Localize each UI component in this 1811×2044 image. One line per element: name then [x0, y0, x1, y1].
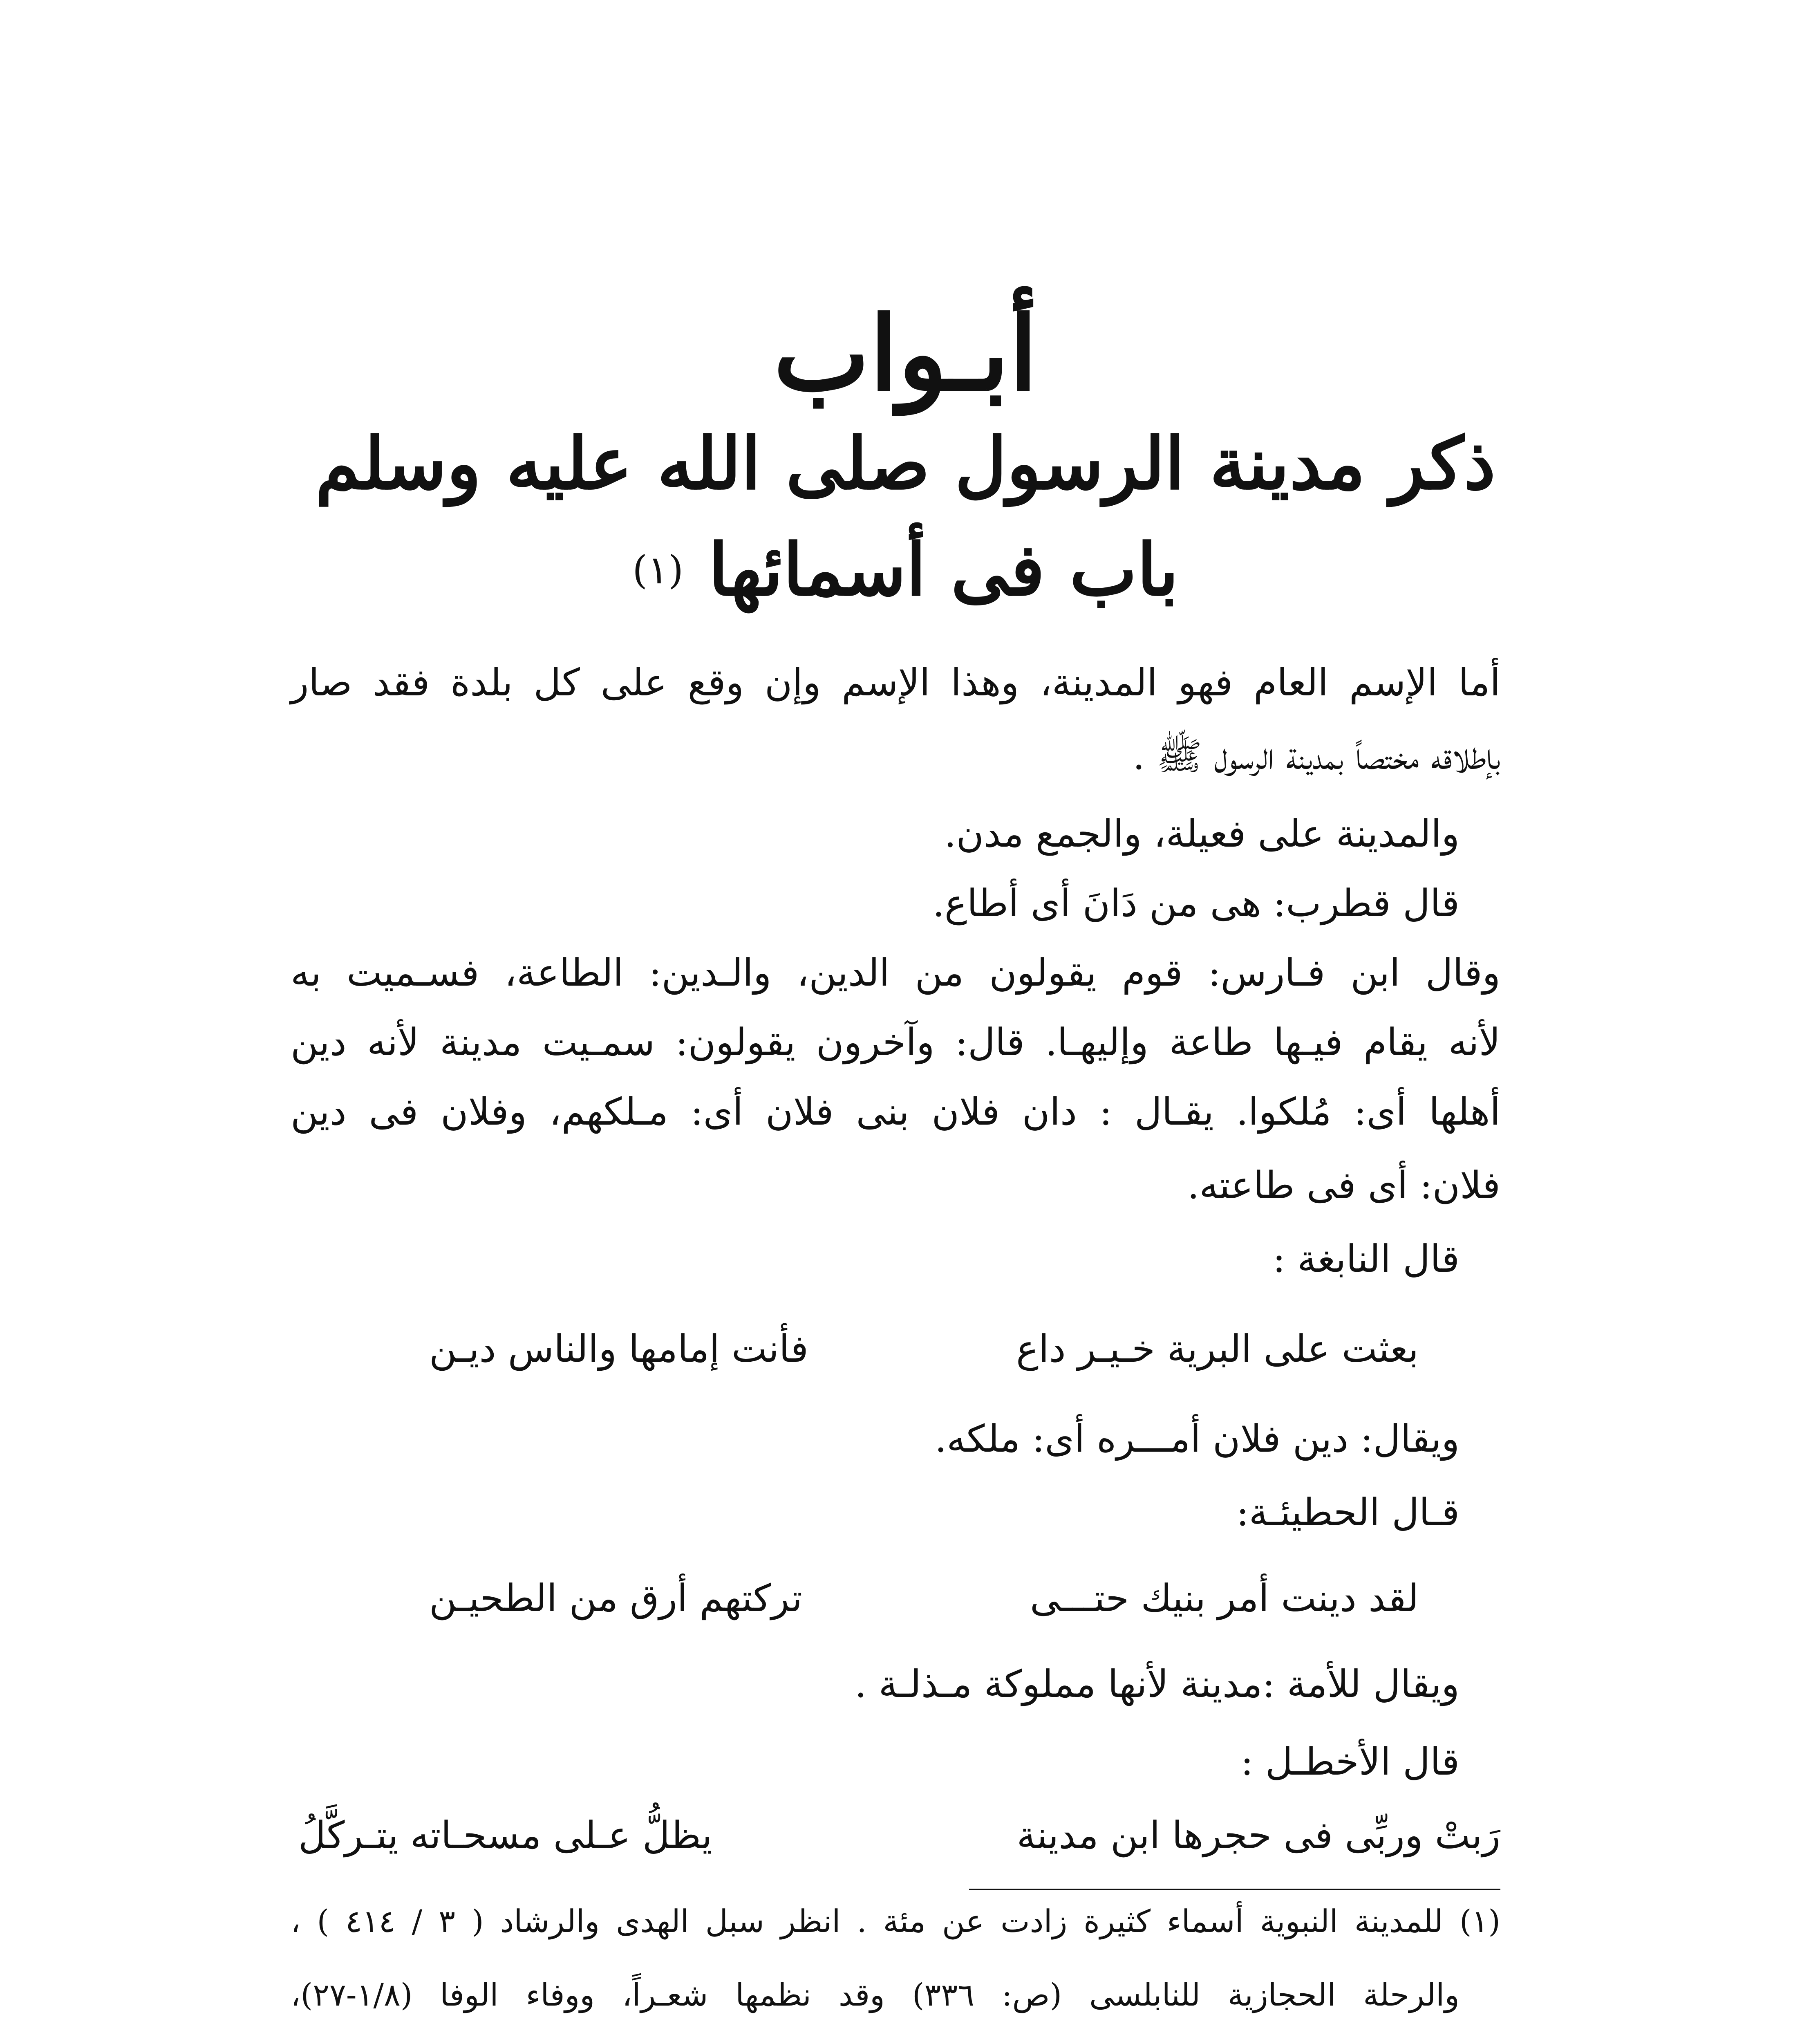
body-line: قـال الحطيئـة: [1236, 1490, 1460, 1534]
footnote-reference: (١) [632, 548, 684, 593]
body-line: أهلها أى: مُلكوا. يقـال : دان فلان بنى فلان أى: مـلكهم، وفلان فى دين [291, 1090, 1500, 1134]
body-line: قال قطرب: هى من دَانَ أى أطاع. [932, 881, 1460, 925]
verse-hemistich-first: رَبتْ وربِّى فى حجرها ابن مدينة [1016, 1813, 1500, 1857]
chapter-title-text: باب فى أسمائها [708, 528, 1179, 612]
chapter-title [0, 519, 1811, 621]
body-line: قال النابغة : [1272, 1237, 1460, 1281]
body-line: فلان: أى فى طاعته. [1187, 1163, 1500, 1207]
body-line: ويقال للأمة :مدينة لأنها مملوكة مـذلـة . [855, 1662, 1460, 1706]
verse-hemistich-first: لقد دينت أمر بنيك حتـــى [1030, 1576, 1419, 1620]
verse-hemistich-second: تركتهم أرق من الطحيـن [429, 1576, 803, 1620]
sub-title: ذكر مدينة الرسول صلى الله عليه وسلم [315, 422, 1496, 506]
verse-hemistich-second: يظلُّ عـلى مسحـاته يتـركَّلُ [298, 1813, 712, 1857]
footnote-line: (١) للمدينة النبوية أسماء كثيرة زادت عن مئة . انظر سبل الهدى والرشاد ( ٣ / ٤١٤ ) ، [291, 1903, 1501, 1939]
body-line: والمدينة على فعيلة، والجمع مدن. [944, 812, 1460, 856]
verse-hemistich-second: فأنت إمامها والناس ديـن [429, 1327, 808, 1371]
body-line: بإطلاقه مختصاً بمدينة الرسول ﷺ . [1133, 734, 1500, 778]
body-line: أما الإسم العام فهو المدينة، وهذا الإسم وإن وقع على كل بلدة فقد صار [291, 661, 1500, 704]
body-line: ويقال: دين فلان أمـــره أى: ملكه. [934, 1417, 1460, 1461]
main-title: أبـواب [773, 294, 1038, 414]
body-line: قال الأخطـل : [1240, 1740, 1460, 1784]
footnote-line: والرحلة الحجازية للنابلسى (ص: ٣٣٦) وقد نظمها شعـراً، ووفاء الوفا (١/٨-٢٧)، [291, 1977, 1460, 2013]
body-line: وقال ابن فـارس: قوم يقولون من الدين، والـدين: الطاعة، فسـميت به [291, 951, 1500, 995]
footnote-separator [969, 1889, 1500, 1890]
verse-hemistich-first: بعثت على البرية خـيـر داع [1016, 1327, 1419, 1371]
body-line: لأنه يقام فيـها طاعة وإليهـا. قال: وآخرون يقولون: سمـيت مدينة لأنه دين [291, 1020, 1500, 1064]
